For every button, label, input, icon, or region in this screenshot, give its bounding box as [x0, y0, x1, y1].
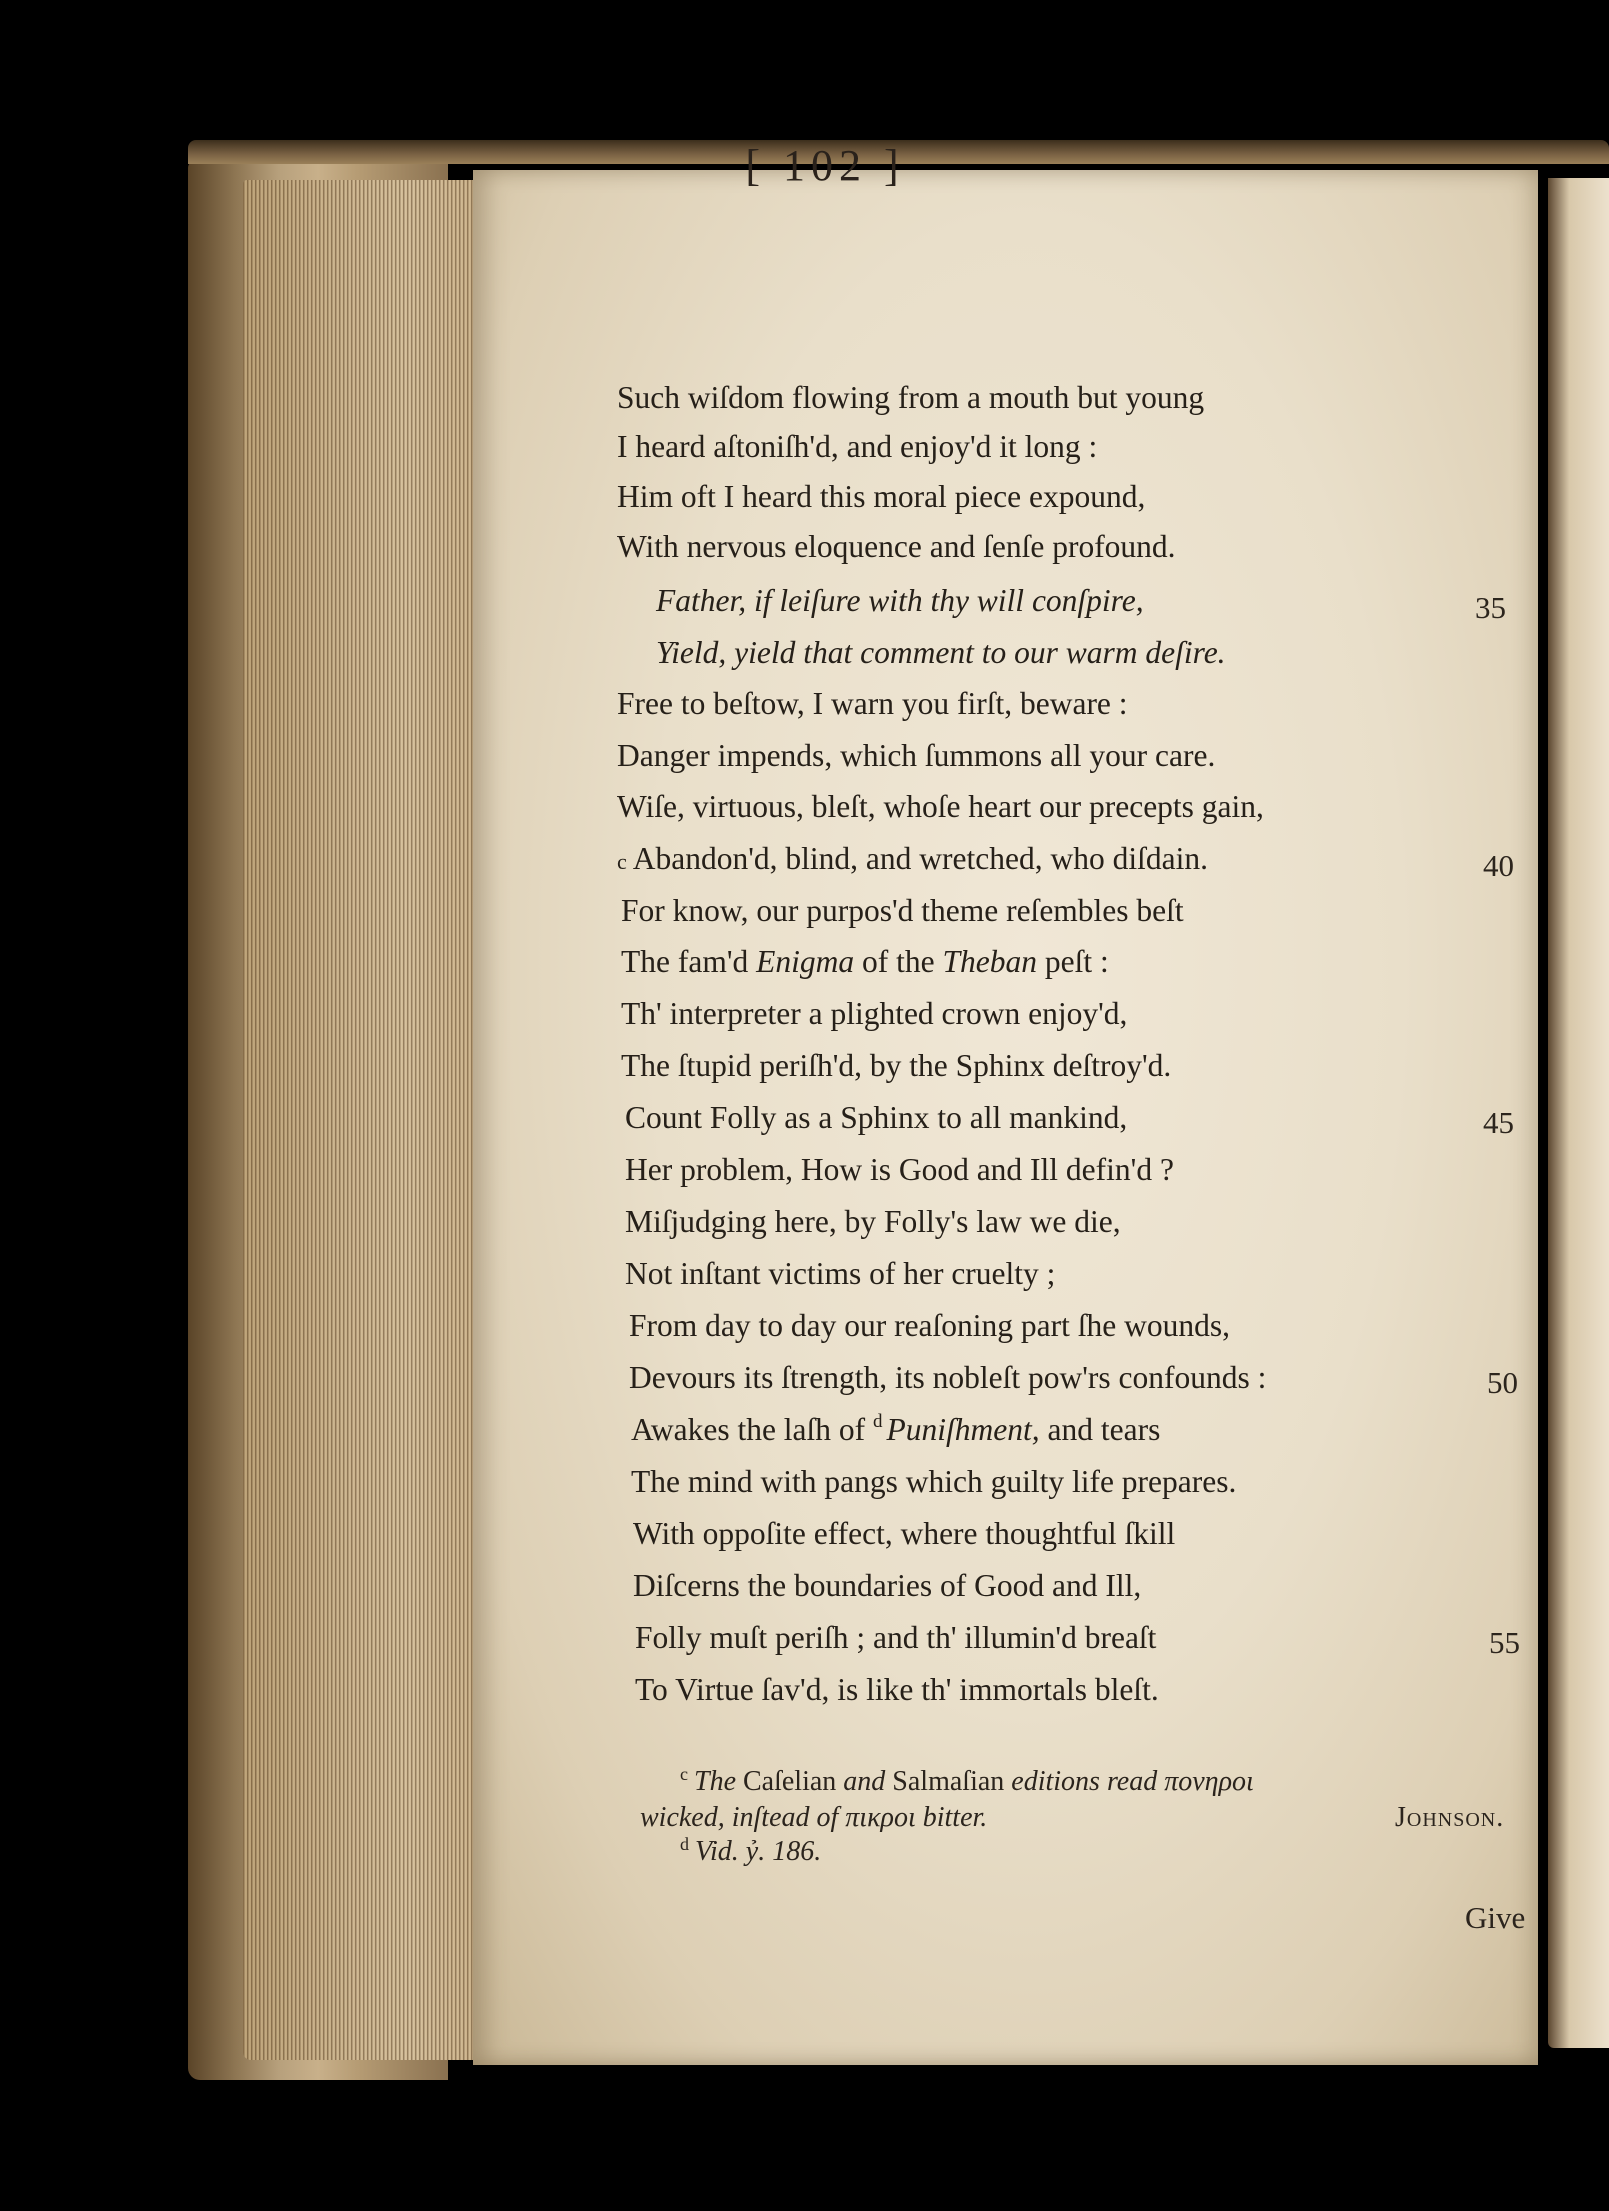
footnote-marker: d — [680, 1834, 689, 1854]
verse-line-text: of the — [854, 944, 943, 979]
footnote-c-continued — [640, 1801, 987, 1835]
page-number: [ 102 ] — [745, 141, 905, 190]
footnote-text: Caſelian — [736, 1766, 844, 1797]
line-number: 45 — [1483, 1105, 1514, 1140]
verse-line: Wiſe, virtuous, bleſt, whoſe heart our precepts gain, — [617, 789, 1264, 824]
verse-line-text: peſt : — [1036, 944, 1109, 979]
verse-line: Such wiſdom flowing from a mouth but young — [617, 380, 1205, 415]
footnote-italic-text: The — [694, 1766, 736, 1797]
verse-line: Diſcerns the boundaries of Good and Ill, — [633, 1568, 1142, 1603]
verse-line: Him oft I heard this moral piece expound, — [617, 479, 1146, 514]
footnote-marker: c — [680, 1764, 688, 1784]
footnote-c — [680, 1765, 1254, 1799]
verse-line: Yield, yield that comment to our warm deſire. — [656, 635, 1226, 670]
verse-line: Miſjudging here, by Folly's law we die, — [625, 1204, 1121, 1239]
footnote-d — [680, 1835, 821, 1869]
verse-line: Danger impends, which ſummons all your care. — [617, 738, 1216, 773]
footnote-italic-text: wicked, inſtead of πικροι bitter. — [640, 1802, 988, 1833]
footnote-text: Salmaſian — [885, 1766, 1012, 1797]
verse-line — [617, 841, 1208, 880]
verse-line-text: The fam'd — [621, 944, 757, 979]
footnotes — [640, 1765, 1520, 1885]
verse-line: I heard aſtoniſh'd, and enjoy'd it long : — [617, 429, 1098, 464]
line-number: 50 — [1487, 1365, 1518, 1400]
footnote-italic-text: Vid. ỷ. 186. — [695, 1836, 822, 1867]
verse-line: Th' interpreter a plighted crown enjoy'd, — [621, 996, 1128, 1031]
footnote-italic-text: editions read πονηροι — [1011, 1766, 1254, 1797]
verse-line: Her problem, How is Good and Ill defin'd ? — [625, 1152, 1174, 1187]
footnote-marker: c — [617, 849, 627, 874]
verse-line: From day to day our reaſoning part ſhe wounds, — [629, 1308, 1231, 1343]
footnote-italic-text: and — [843, 1766, 886, 1797]
verse-line: Folly muſt periſh ; and th' illumin'd breaſt — [635, 1620, 1157, 1655]
verse-italic-text: Enigma — [756, 944, 855, 979]
verse-line: To Virtue ſav'd, is like th' immortals bleſt. — [635, 1672, 1159, 1707]
verse-line: Devours its ſtrength, its nobleſt pow'rs confounds : — [629, 1360, 1267, 1395]
line-number: 55 — [1489, 1625, 1520, 1660]
verse-line — [621, 944, 1109, 980]
verse-line: Free to beſtow, I warn you firſt, beware : — [617, 686, 1128, 721]
verse-italic-text: Puniſhment, — [886, 1412, 1040, 1447]
line-number: 40 — [1483, 848, 1514, 883]
verse-line: The mind with pangs which guilty life prepares. — [631, 1464, 1237, 1499]
verse-italic-text: Theban — [942, 944, 1037, 979]
verse-line — [631, 1412, 1160, 1448]
verse-line: Not inſtant victims of her cruelty ; — [625, 1256, 1056, 1291]
line-number: 35 — [1475, 590, 1506, 625]
verse-line-text: and tears — [1039, 1412, 1161, 1447]
catchword: Give — [1465, 1900, 1526, 1935]
verse-line: With oppoſite effect, where thoughtful ſkill — [633, 1516, 1176, 1551]
footnote-attribution: Johnson. — [1395, 1802, 1505, 1833]
verse-line: For know, our purpos'd theme reſembles beſt — [621, 893, 1184, 928]
footnote-marker: d — [873, 1411, 883, 1432]
verse-line: The ſtupid periſh'd, by the Sphinx deſtroy'd. — [621, 1048, 1172, 1083]
verse-line: With nervous eloquence and ſenſe profound. — [617, 529, 1176, 564]
verse-line: Count Folly as a Sphinx to all mankind, — [625, 1100, 1128, 1135]
page-edges — [243, 180, 478, 2060]
verse-line-text: Awakes the laſh of — [631, 1412, 874, 1447]
verse-line: Father, if leiſure with thy will conſpire, — [656, 583, 1144, 618]
verse-line-text: Abandon'd, blind, and wretched, who diſdain. — [632, 841, 1208, 876]
